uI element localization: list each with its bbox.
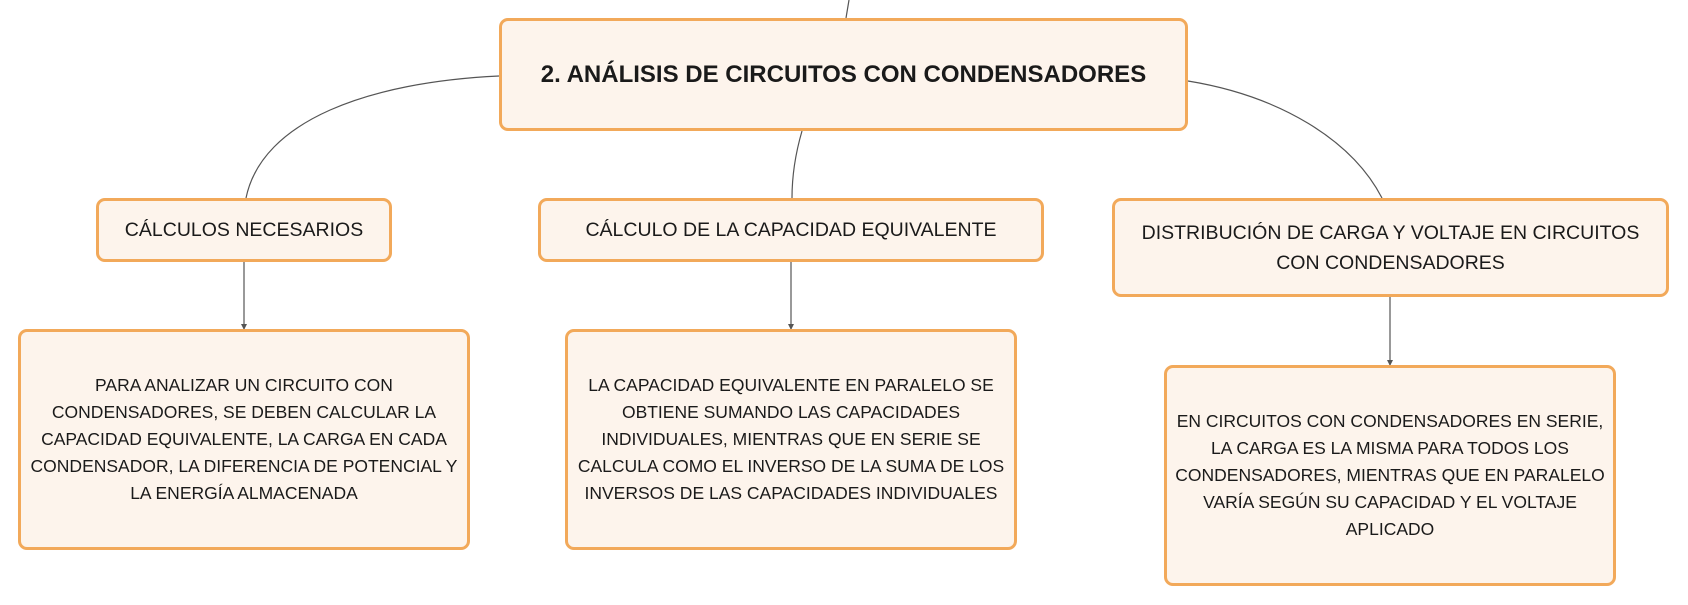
topic-node-capacidad-equivalente[interactable] xyxy=(538,198,1044,262)
connector-root-topic-3 xyxy=(1188,81,1382,198)
root-label: 2. ANÁLISIS DE CIRCUITOS CON CONDENSADORES xyxy=(540,60,1147,88)
topic-label: CÁLCULO DE LA CAPACIDAD EQUIVALENTE xyxy=(585,219,997,241)
detail-text: LA CAPACIDAD EQUIVALENTE EN PARALELO SE OBTIENE SUMANDO LAS CAPACIDADES INDIVIDUALES, MIENTRAS QUE EN SERIE SE CALCULA COMO EL INVERSO DE LA SUMA DE LOS INVERSOS DE LAS CAPACIDADES INDIVIDUALES xyxy=(577,375,1005,503)
connector-root-topic-2 xyxy=(792,131,802,198)
connector-incoming xyxy=(846,0,849,18)
root-node[interactable] xyxy=(499,18,1188,131)
topic-label: CÁLCULOS NECESARIOS xyxy=(124,219,364,241)
topic-node-calculos-necesarios[interactable] xyxy=(96,198,392,262)
topic-node-distribucion-carga-voltaje[interactable] xyxy=(1112,198,1669,297)
detail-text: PARA ANALIZAR UN CIRCUITO CON CONDENSADORES, SE DEBEN CALCULAR LA CAPACIDAD EQUIVALENTE, LA CARGA EN CADA CONDENSADOR, LA DIFERENCIA DE POTENCIAL Y LA ENERGÍA ALMACENADA xyxy=(30,375,458,503)
detail-node-distribucion-carga-voltaje[interactable] xyxy=(1164,365,1616,586)
detail-text: EN CIRCUITOS CON CONDENSADORES EN SERIE, LA CARGA ES LA MISMA PARA TODOS LOS CONDENSADORES, MIENTRAS QUE EN PARALELO VARÍA SEGÚN SU CAPACIDAD Y EL VOLTAJE APLICADO xyxy=(1175,411,1605,539)
topic-label: DISTRIBUCIÓN DE CARGA Y VOLTAJE EN CIRCUITOS CON CONDENSADORES xyxy=(1141,221,1640,274)
connector-root-topic-1 xyxy=(246,76,499,198)
detail-node-calculos-necesarios[interactable] xyxy=(18,329,470,550)
detail-node-capacidad-equivalente[interactable] xyxy=(565,329,1017,550)
